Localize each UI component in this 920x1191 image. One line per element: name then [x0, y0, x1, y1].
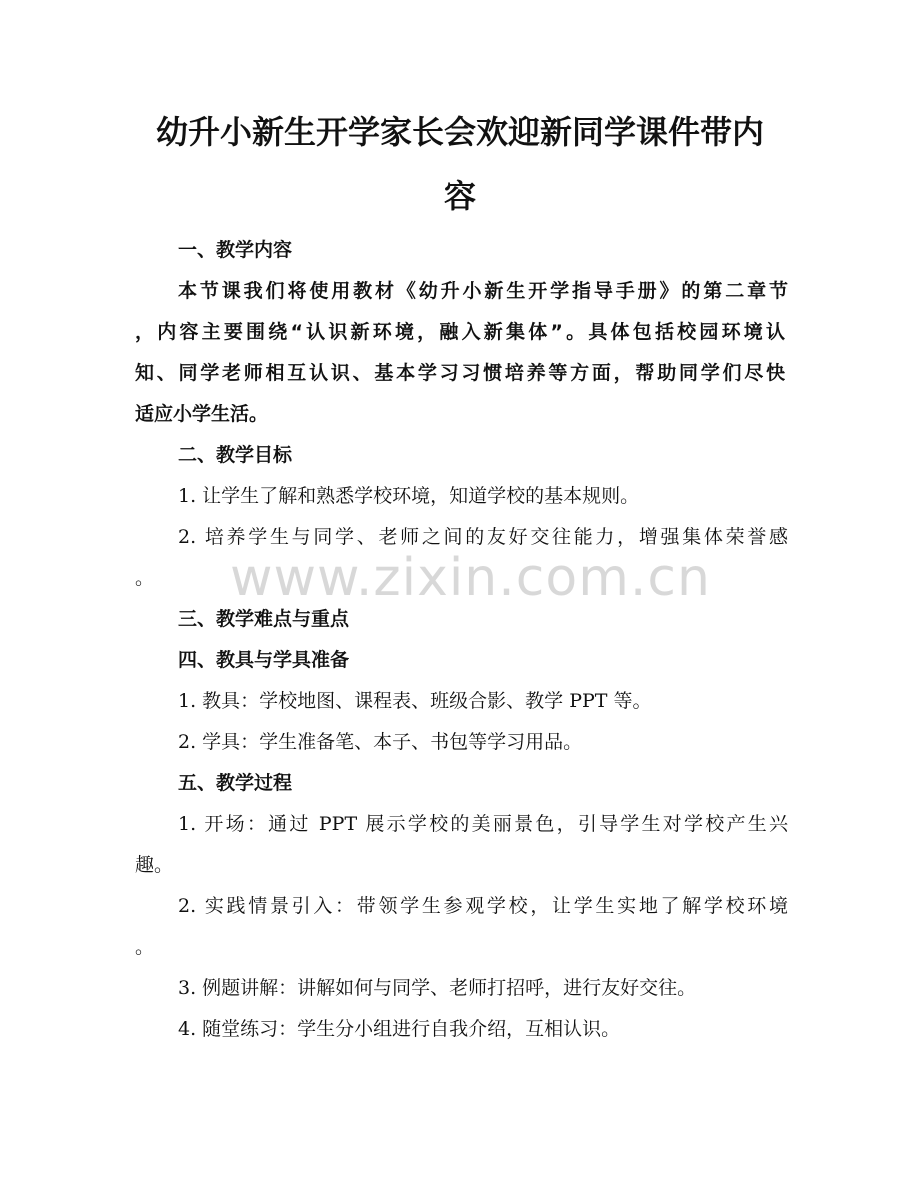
section-heading-materials: 四、教具与学具准备 — [178, 649, 350, 671]
section1-para-line: ，内容主要围绕“认识新环境，融入新集体”。具体包括校园环境认 — [135, 321, 785, 343]
process-item: 3. 例题讲解：讲解如何与同学、老师打招呼，进行友好交往。 — [178, 977, 697, 999]
section1-para-line: 本节课我们将使用教材《幼升小新生开学指导手册》的第二章节 — [178, 280, 788, 302]
process-item: 4. 随堂练习：学生分小组进行自我介绍，互相认识。 — [178, 1018, 621, 1040]
objective-item-continuation: 。 — [135, 567, 155, 589]
process-item-continuation: 趣。 — [135, 854, 174, 876]
materials-item: 2. 学具：学生准备笔、本子、书包等学习用品。 — [178, 731, 583, 753]
section1-para-line: 适应小学生活。 — [135, 403, 269, 425]
section-heading-key-points: 三、教学难点与重点 — [178, 608, 350, 630]
watermark-text: www.zixin.com.cn — [230, 548, 711, 608]
title-line-1: 幼升小新生开学家长会欢迎新同学课件带内 — [155, 113, 764, 151]
section-heading-process: 五、教学过程 — [178, 772, 293, 794]
process-item-continuation: 。 — [135, 936, 155, 958]
process-item: 1. 开场：通过 PPT 展示学校的美丽景色，引导学生对学校产生兴 — [178, 813, 788, 835]
section-heading-objectives: 二、教学目标 — [178, 444, 293, 466]
document-title — [130, 100, 790, 228]
materials-item: 1. 教具：学校地图、课程表、班级合影、教学 PPT 等。 — [178, 690, 652, 712]
section1-para-line: 知、同学老师相互认识、基本学习习惯培养等方面，帮助同学们尽快 — [135, 362, 785, 384]
objective-item: 2. 培养学生与同学、老师之间的友好交往能力，增强集体荣誉感 — [178, 526, 788, 548]
section-heading-content: 一、教学内容 — [178, 239, 293, 261]
process-item: 2. 实践情景引入：带领学生参观学校，让学生实地了解学校环境 — [178, 895, 788, 917]
objective-item: 1. 让学生了解和熟悉学校环境，知道学校的基本规则。 — [178, 485, 640, 507]
title-line-2: 容 — [443, 177, 476, 215]
